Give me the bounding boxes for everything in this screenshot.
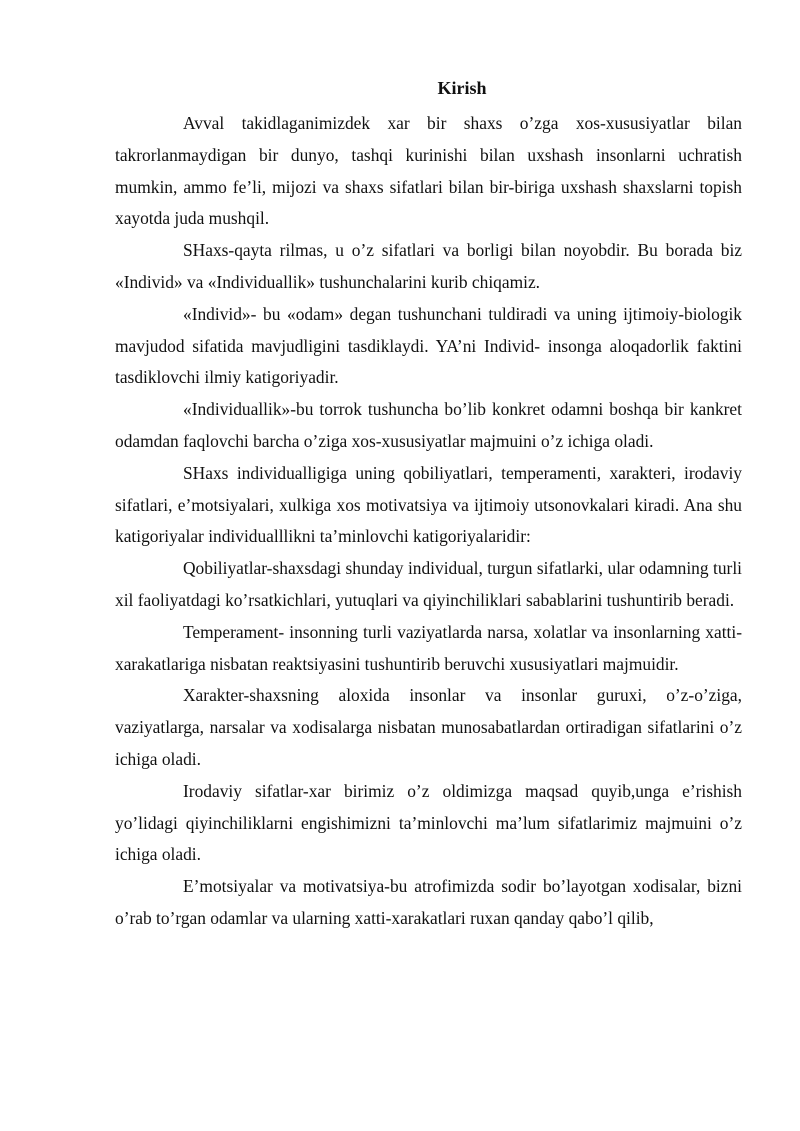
paragraph-4: «Individuallik»-bu torrok tushuncha bo’lib konkret odamni boshqa bir kankret odamdan faqlovchi barcha o’ziga xos-xususiyatlar majmuini o’z ichiga oladi. xyxy=(115,399,742,451)
paragraph-10: E’motsiyalar va motivatsiya-bu atrofimizda sodir bo’layotgan xodisalar, bizni o’rab to’rgan odamlar va ularning xatti-xarakatlari ruxan qanday qabo’l qilib, xyxy=(115,876,742,928)
section-title: Kirish xyxy=(437,78,487,98)
paragraph-9: Irodaviy sifatlar-xar birimiz o’z oldimizga maqsad quyib,unga e’rishish yo’lidagi qiyinchiliklarni engishimizni ta’minlovchi ma’lum sifatlarimiz majmuini o’z ichiga oladi. xyxy=(115,780,742,865)
paragraph-5: SHaxs individualligiga uning qobiliyatlari, temperamenti, xarakteri, irodaviy sifatlari, e’motsiyalari, xulkiga xos motivatsiya va ijtimoiy utsonovkalari kiradi. Ana shu katigoriyalar individualllikni ta’minlovchi katigoriyalaridir: xyxy=(115,462,742,547)
body-text xyxy=(115,108,742,935)
paragraph-3: «Individ»- bu «odam» degan tushunchani tuldiradi va uning ijtimoiy-biologik mavjudod sifatida mavjudligini tasdiklaydi. YA’ni Individ- insonga aloqadorlik faktini tasdiklovchi ilmiy katigoriyadir. xyxy=(115,303,742,388)
paragraph-7: Temperament- insonning turli vaziyatlarda narsa, xolatlar va insonlarning xatti-xarakatlariga nisbatan reaktsiyasini tushuntirib beruvchi xususiyatlari majmuidir. xyxy=(115,621,742,674)
paragraph-2: SHaxs-qayta rilmas, u o’z sifatlari va borligi bilan noyobdir. Bu borada biz «Individ» va «Individuallik» tushunchalarini kurib chiqamiz. xyxy=(115,240,742,292)
paragraph-8: Xarakter-shaxsning aloxida insonlar va insonlar guruxi, o’z-o’ziga, vaziyatlarga, narsalar va xodisalarga nisbatan munosabatlardan ortiradigan sifatlarini o’z ichiga oladi. xyxy=(115,685,742,769)
paragraph-6: Qobiliyatlar-shaxsdagi shunday individual, turgun sifatlarki, ular odamning turli xil faoliyatdagi ko’rsatkichlari, yutuqlari va qiyinchiliklari sabablarini tushuntirib beradi. xyxy=(115,558,742,610)
paragraph-1: Avval takidlaganimizdek xar bir shaxs o’zga xos-xususiyatlar bilan takrorlanmaydigan bir dunyo, tashqi kurinishi bilan uxshash insonlarni uchratish mumkin, ammo fe’li, mijozi va shaxs sifatlari bilan bir-biriga uxshash shaxslarni topish xayotda juda mushqil. xyxy=(115,113,742,229)
